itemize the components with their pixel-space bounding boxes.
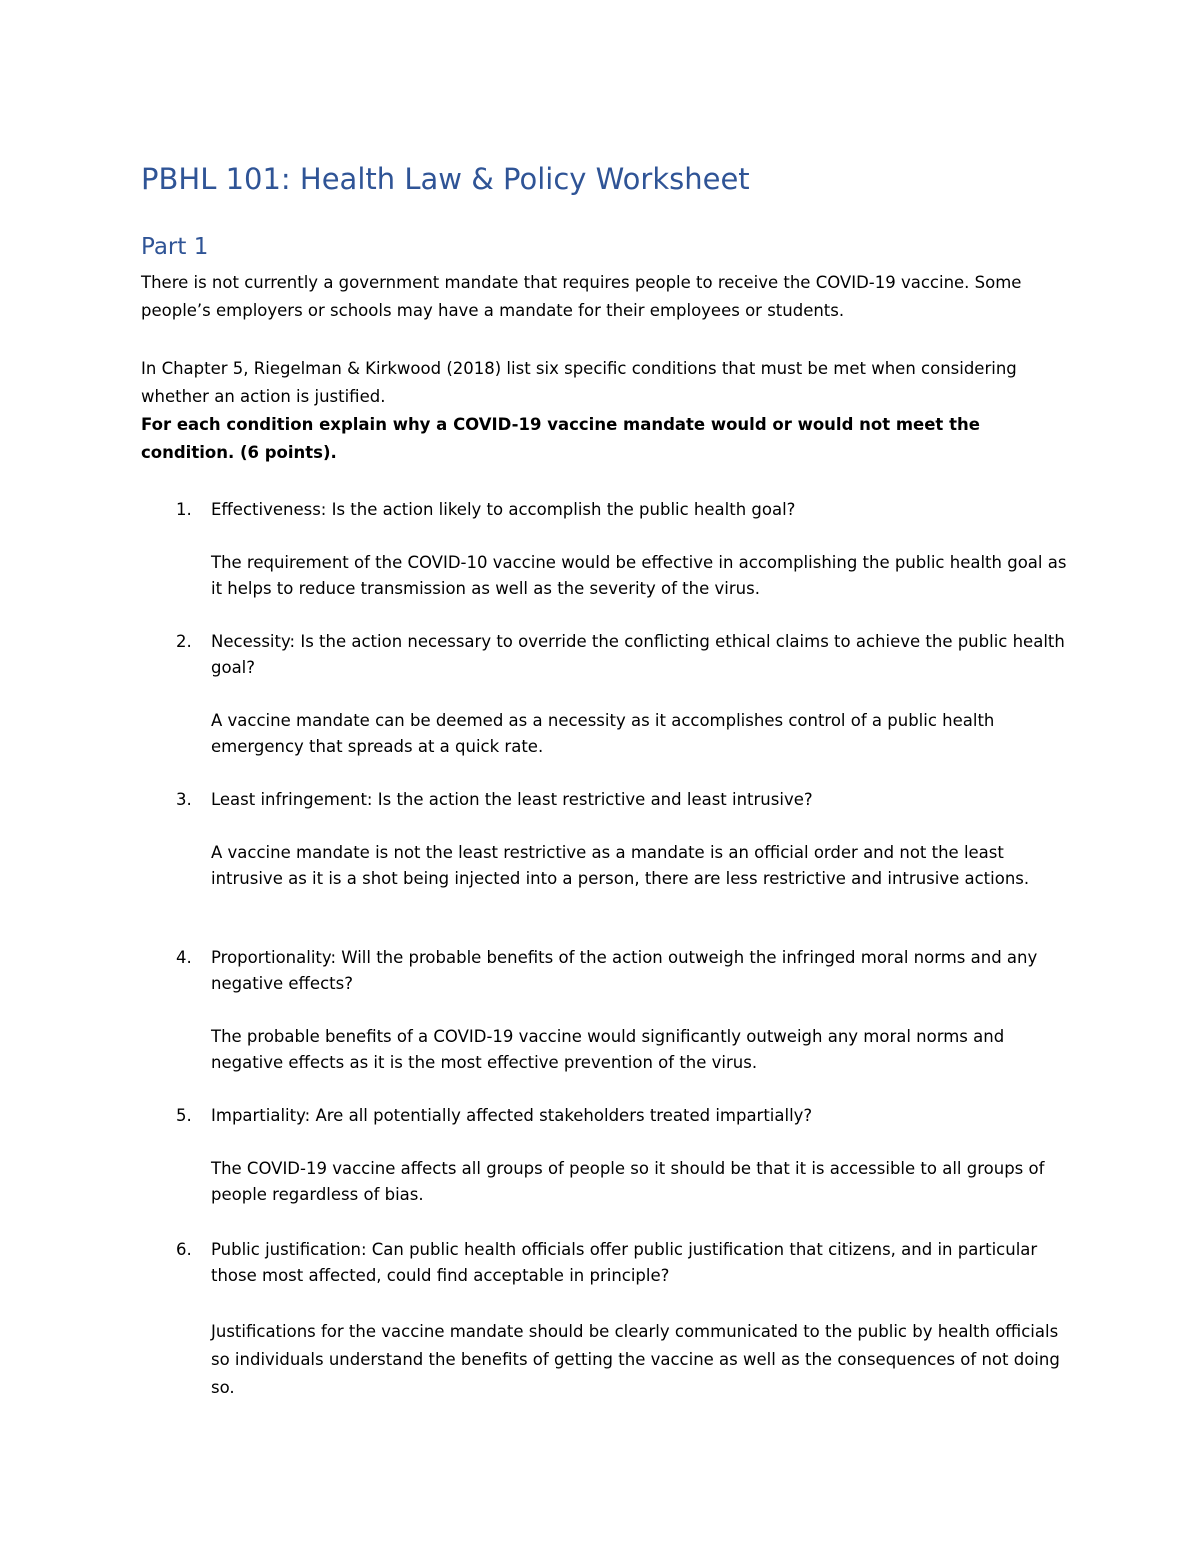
list-item-number: 6.	[176, 1240, 192, 1259]
intro-paragraph-1: There is not currently a government mandate that requires people to receive the COVID-19 vaccine. Some people’s employers or schools may have a mandate for their employees or students.	[141, 273, 1022, 320]
list-item-number: 3.	[176, 790, 192, 809]
condition-answer-effectiveness: The requirement of the COVID-10 vaccine would be effective in accomplishing the public health goal as it helps to reduce transmission as well as the severity of the virus.	[211, 553, 1067, 598]
list-item-number: 2.	[176, 632, 192, 651]
list-item-number: 1.	[176, 500, 192, 519]
condition-question-effectiveness: Effectiveness: Is the action likely to accomplish the public health goal?	[211, 500, 796, 519]
intro-paragraph-2: In Chapter 5, Riegelman & Kirkwood (2018) list six specific conditions that must be met when considering whether an action is justified.	[141, 359, 1017, 406]
condition-question-least-infringement: Least infringement: Is the action the least restrictive and least intrusive?	[211, 790, 813, 809]
page-title: PBHL 101: Health Law & Policy Worksheet	[141, 162, 750, 196]
condition-question-public-justification: Public justification: Can public health officials offer public justification that citizens, and in particular those most affected, could find acceptable in principle?	[211, 1240, 1038, 1285]
condition-question-necessity: Necessity: Is the action necessary to override the conflicting ethical claims to achieve the public health goal?	[211, 632, 1065, 677]
condition-question-proportionality: Proportionality: Will the probable benefits of the action outweigh the infringed moral norms and any negative effects?	[211, 948, 1038, 993]
instruction-text: For each condition explain why a COVID-19 vaccine mandate would or would not meet the condition. (6 points).	[141, 415, 980, 462]
condition-question-impartiality: Impartiality: Are all potentially affected stakeholders treated impartially?	[211, 1106, 813, 1125]
condition-answer-proportionality: The probable benefits of a COVID-19 vaccine would significantly outweigh any moral norms and negative effects as it is the most effective prevention of the virus.	[211, 1027, 1005, 1072]
list-item-number: 4.	[176, 948, 192, 967]
condition-answer-necessity: A vaccine mandate can be deemed as a necessity as it accomplishes control of a public health emergency that spreads at a quick rate.	[211, 711, 995, 756]
condition-answer-least-infringement: A vaccine mandate is not the least restrictive as a mandate is an official order and not the least intrusive as it is a shot being injected into a person, there are less restrictive and intrusive actions.	[211, 843, 1030, 888]
list-item-number: 5.	[176, 1106, 192, 1125]
part-heading: Part 1	[141, 234, 209, 260]
condition-answer-public-justification: Justifications for the vaccine mandate should be clearly communicated to the public by health officials so individuals understand the benefits of getting the vaccine as well as the consequences of not doing so.	[211, 1322, 1060, 1397]
condition-answer-impartiality: The COVID-19 vaccine affects all groups of people so it should be that it is accessible to all groups of people regardless of bias.	[211, 1159, 1045, 1204]
